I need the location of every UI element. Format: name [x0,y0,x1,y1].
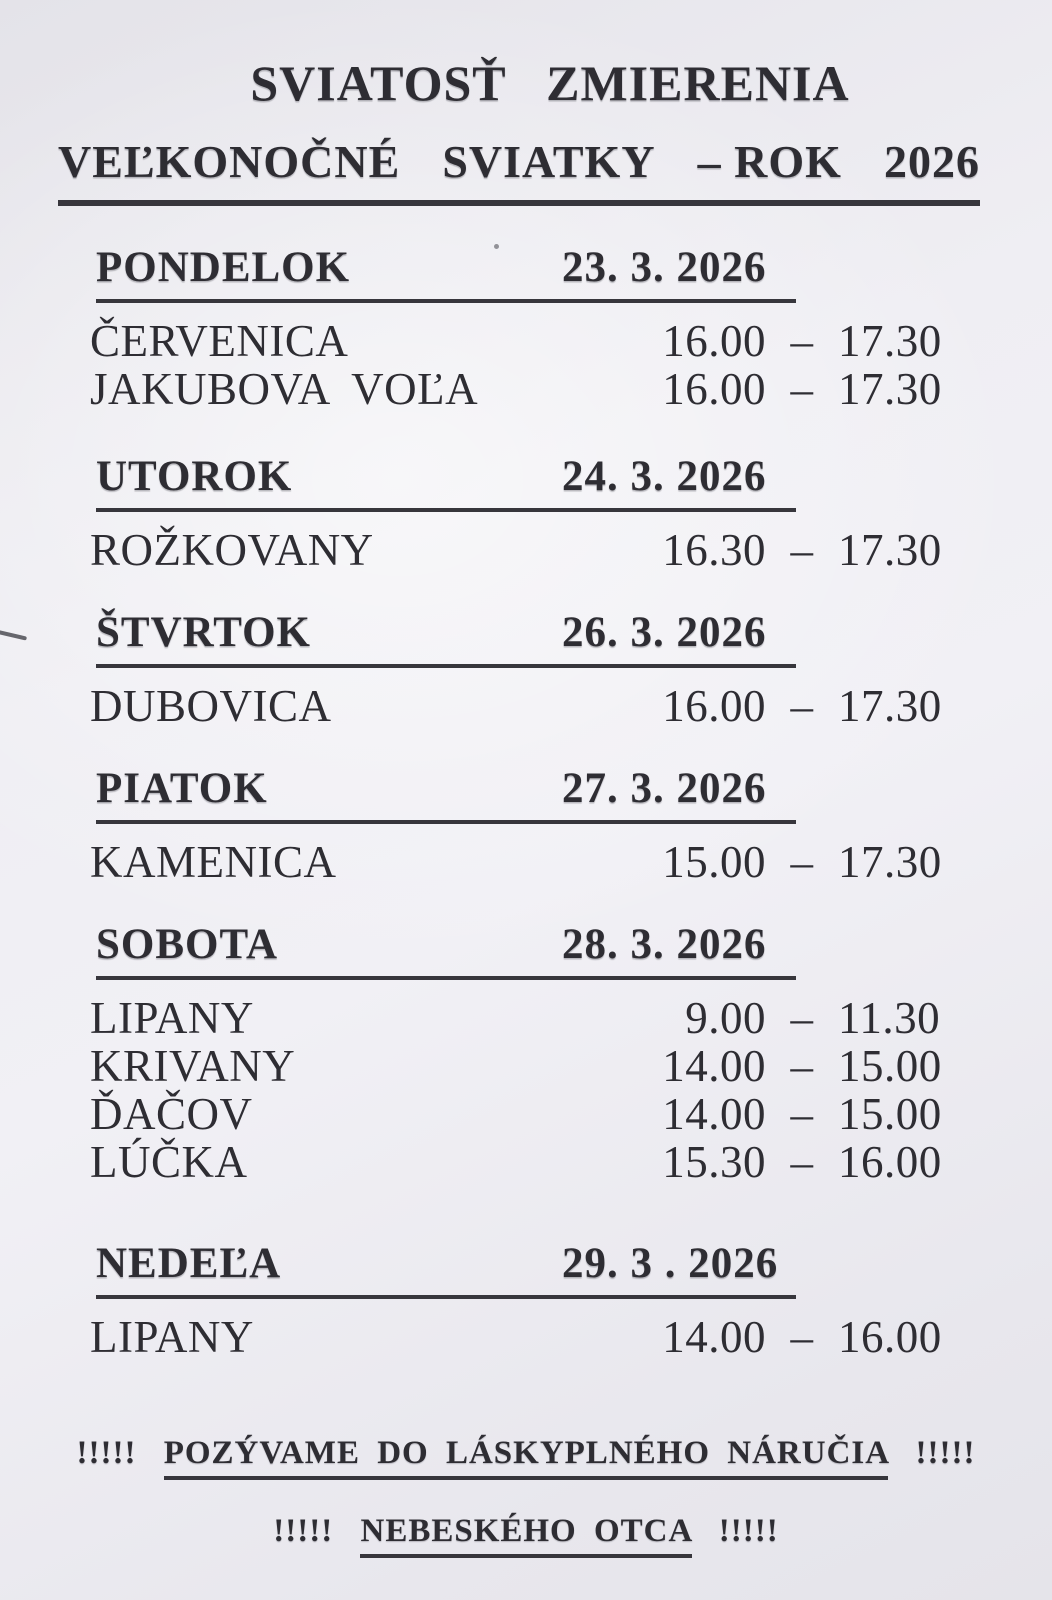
time-range [648,524,942,575]
day-date: 29. 3 . 2026 [562,1239,779,1287]
time-to: 15.00 [838,1040,942,1091]
place-name: JAKUBOVA VOĽA [90,363,479,414]
schedule-row [90,1090,1052,1138]
section-rows [0,682,1052,730]
schedule-row [90,365,1052,413]
day-date: 27. 3. 2026 [562,764,767,812]
time-dash: – [790,315,814,366]
time-from: 14.00 [662,1311,766,1362]
time-to: 16.00 [838,1311,942,1362]
time-range [648,680,942,731]
subtitle-word: VEĽKONOČNÉ [58,136,401,187]
day-date: 26. 3. 2026 [562,608,767,656]
subtitle-word: 2026 [883,136,980,187]
section-header [96,608,796,668]
day-date: 24. 3. 2026 [562,452,767,500]
schedule-row [90,838,1052,886]
time-to: 17.30 [838,524,942,575]
time-dash: – [790,363,814,414]
subtitle-word: SVIATKY [442,136,656,187]
place-name: KRIVANY [90,1040,296,1091]
time-dash: – [790,1311,814,1362]
day-date: 23. 3. 2026 [562,243,767,291]
place-name: LÚČKA [90,1136,248,1187]
place-name: LIPANY [90,992,254,1043]
section-stvrtok [0,608,1052,731]
time-from: 16.30 [662,524,766,575]
time-to: 17.30 [838,315,942,366]
section-rows [0,838,1052,886]
time-dash: – [790,524,814,575]
time-range [648,1311,942,1362]
subtitle-word: – ROK [697,136,842,187]
time-to: 11.30 [838,992,941,1043]
day-name: NEDEĽA [96,1239,282,1287]
exclamation-marks: !!!!! [915,1434,976,1471]
schedule-row [90,1042,1052,1090]
time-from: 16.00 [662,315,766,366]
day-date: 28. 3. 2026 [562,920,767,968]
schedule-row [90,526,1052,574]
time-from: 15.30 [662,1136,766,1187]
schedule-row [90,317,1052,365]
page-subtitle [58,137,980,206]
place-name: LIPANY [90,1311,254,1362]
time-range [648,1040,942,1091]
time-to: 17.30 [838,363,942,414]
section-sobota [0,920,1052,1187]
footer [0,1435,1052,1550]
section-pondelok [0,243,1052,414]
section-header [96,920,796,980]
exclamation-marks: !!!!! [273,1512,334,1549]
footer-line-2 [0,1513,1052,1549]
time-range [648,1088,942,1139]
page-title: SVIATOSŤ ZMIERENIA [250,55,850,111]
time-dash: – [790,1040,814,1091]
time-dash: – [790,680,814,731]
time-from: 16.00 [662,680,766,731]
exclamation-marks: !!!!! [76,1434,137,1471]
time-dash: – [790,1088,814,1139]
time-from: 16.00 [662,363,766,414]
footer-text-1: POZÝVAME DO LÁSKYPLNÉHO NÁRUČIA [164,1435,889,1480]
time-from: 14.00 [662,1088,766,1139]
time-range [648,1136,942,1187]
section-rows [0,994,1052,1186]
section-piatok [0,764,1052,887]
time-dash: – [790,836,814,887]
time-to: 16.00 [838,1136,942,1187]
time-dash: – [790,992,814,1043]
place-name: ROŽKOVANY [90,524,374,575]
day-name: SOBOTA [96,920,279,968]
place-name: ĎAČOV [90,1088,253,1139]
place-name: ČERVENICA [90,315,349,366]
schedule [0,243,1052,1362]
section-nedela [0,1239,1052,1362]
section-rows [0,317,1052,413]
section-header [96,243,796,303]
section-header [96,1239,796,1299]
schedule-row [90,1138,1052,1186]
time-to: 17.30 [838,836,942,887]
place-name: DUBOVICA [90,680,332,731]
exclamation-marks: !!!!! [718,1512,779,1549]
time-to: 17.30 [838,680,942,731]
time-from: 9.00 [685,992,766,1043]
day-name: ŠTVRTOK [96,608,311,656]
time-range [648,992,941,1043]
schedule-row [90,1313,1052,1361]
time-range [648,363,942,414]
time-dash: – [790,1136,814,1187]
title-block [0,0,1052,206]
time-from: 15.00 [662,836,766,887]
section-utorok [0,452,1052,575]
time-range [648,315,942,366]
day-name: UTOROK [96,452,293,500]
time-range [648,836,942,887]
schedule-row [90,994,1052,1042]
footer-text-2: NEBESKÉHO OTCA [360,1513,691,1558]
section-header [96,452,796,512]
section-rows [0,1313,1052,1361]
day-name: PIATOK [96,764,268,812]
place-name: KAMENICA [90,836,337,887]
schedule-row [90,682,1052,730]
footer-line-1 [0,1435,1052,1471]
section-header [96,764,796,824]
section-rows [0,526,1052,574]
time-to: 15.00 [838,1088,942,1139]
time-from: 14.00 [662,1040,766,1091]
day-name: PONDELOK [96,243,351,291]
